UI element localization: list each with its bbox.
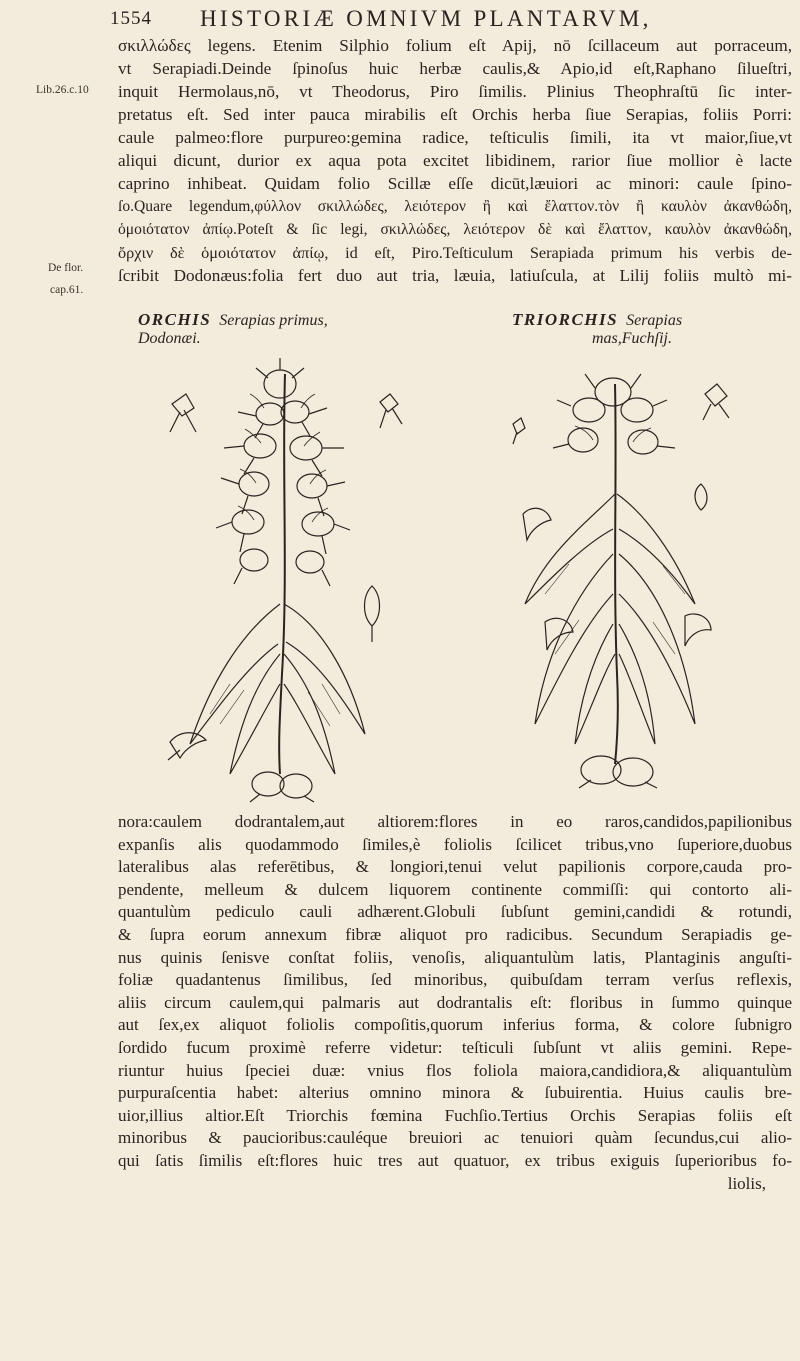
text-line: aliqui dicunt, durior ex aqua pota excitet libidinem, rarior ſiue mollior è lacte [118,151,792,170]
text-line: nus quinis ſenisve conſtat foliis, venoſis, aliquantulùm latis, Plantaginis anguſti- [118,947,792,967]
plate-caption-right-line2: mas,Fuchſij. [592,330,672,347]
top-text-block [118,34,792,287]
text-line: pretatus eſt. Sed inter pauca mirabilis eſt Orchis herba ſiue Serapias, foliis Porri: [118,105,792,124]
text-line: caprino inhibeat. Quidam folio Scillæ eſſe dicūt,læuiori ac minori: caule ſpino- [118,174,792,193]
text-line: ſo.Quare legendum,φύλλον σκιλλώδες, λειότερον ἢ καὶ ἔλαττον.τὸν ἢ καυλὸν ἀκανθώδη, [118,198,792,215]
flower-detail-small-left [513,418,525,444]
text-line: σκιλλώδες legens. Etenim Silphio folium eſt Apij, nō ſcillaceum aut porraceum, [118,36,792,55]
flower-detail-mid-right [695,484,707,510]
running-title: HISTORIÆ OMNIVM PLANTARVM, [200,6,652,31]
text-line: purpuraſcentia habet: alterius omnino minora & ſubuirentia. Huius caulis bre- [118,1083,792,1103]
flower-detail-left-leaf [523,508,551,540]
text-line: ſcribit Dodonæus:folia fert duo aut tria, læuia, latiuſcula, at Lilij foliis multò mi- [118,266,792,285]
orchis-illustration [150,354,420,804]
plate-caption-left-name: ORCHIS [138,310,212,329]
text-line: liolis, [727,1173,766,1193]
flower-detail-butterfly-right [703,384,729,420]
triorchis-illustration [505,354,745,804]
text-line: uior,illius altior.Eſt Triorchis fœmina Fuchſio.Tertius Orchis Serapias foliis eſt [118,1105,792,1125]
text-line: qui ſatis ſimilis eſt:flores huic tres aut quatuor, ex tribus exiguis ſuperioribus fo- [118,1150,792,1170]
flower-spike [553,374,675,454]
text-line: aliis circum caulem,qui palmaris aut dodrantalis eſt: floribus in ſummo quinque [118,992,792,1012]
flower-spike [216,358,350,586]
basal-leaves [190,604,365,774]
flower-detail-right-lower [685,614,711,646]
flower-detail-butterfly-right [380,394,402,428]
text-line: caule palmeo:flore purpureo:gemina radice, teſticulis ſimili, ita vt maior,ſiue,vt [118,128,792,147]
plate-caption-right [512,310,682,348]
margin-reference-deflor: De flor. [48,262,84,274]
root-tubers [250,772,314,802]
text-line: expanſis alis quodammodo ſimiles,è foliolis ſcilicet tribus,vno ſuperiore,duobus [118,834,792,854]
text-line: ὁμοιότατον ἀπίῳ.Poteſt & ſic legi, σκιλλώδες, λειότερον δὲ καὶ ἔλαττον, καυλὸν ἀκανθώδη, [118,221,792,238]
margin-reference-cap: cap.61. [50,284,84,296]
margin-reference-lib: Lib.26.c.10 [36,84,89,96]
text-line: nora:caulem dodrantalem,aut altiorem:flores in eo raros,candidos,papilionibus [118,812,792,831]
plate-caption-left-rest: Serapias primus, [219,312,328,329]
plate-caption-right-rest: Serapias [626,312,683,329]
flower-detail-bud [365,586,380,642]
text-line: inquit Hermolaus,nō, vt Theodorus, Piro ſimilis. Plinius Theophraſtū ſic inter- [118,82,792,101]
text-line: & ſupra eorum annexum fibræ aliquot pro radicibus. Secundum Serapiadis ge- [118,924,792,944]
text-line: vt Serapiadi.Deinde ſpinoſus huic herbæ caulis,& Apio,id eſt,Raphano ſilueſtri, [118,59,792,78]
plate-caption-right-name: TRIORCHIS [512,310,619,329]
text-line: quantulùm pediculo cauli adhærent.Globuli ſubſunt gemini,candidi & rotundi, [118,902,792,922]
page-header [0,6,800,32]
woodcut-orchis-serapias-primus [150,354,420,804]
plate-caption-left [138,310,328,348]
page-number: 1554 [110,8,152,29]
flower-detail-butterfly-left [170,394,196,432]
flower-detail-spur [168,733,206,760]
text-line: riuntur huius ſpeciei duæ: vnius flos foliola maiora,candidiora,& aliquantulùm [118,1060,792,1080]
text-line: ſordido fucum proximè referre videtur: teſticuli ſubſunt vt aliis gemini. Repe- [118,1037,792,1057]
text-line: minoribus & paucioribus:cauléque breuiori ac tenuiori quàm ſecundus,cui alio- [118,1128,792,1148]
bottom-text-block [118,811,792,1195]
text-line: aut ſex,ex aliquot foliolis compoſitis,quorum inferius forma, & colore ſubnigro [118,1015,792,1035]
plate-caption-left-line2: Dodonæi. [138,330,201,347]
root-tubers [579,756,657,788]
woodcut-triorchis-serapias-mas [505,354,745,804]
text-line: lateralibus alas referētibus, & longiori,tenui velut papilionis corpore,cauda pro- [118,857,792,877]
text-line: ὄρχιν δὲ ὁμοιότατον ἀπίῳ, id eſt, Piro.Teſticulum Serapiada primum his verbis de- [118,243,792,262]
text-line: pendente, melleum & dulcem liquorem continente commiſſi: qui contorto ali- [118,879,792,899]
text-line: foliæ quadantenus ſimilibus, ſed minoribus, quibuſdam terram verſus reflexis, [118,970,792,990]
